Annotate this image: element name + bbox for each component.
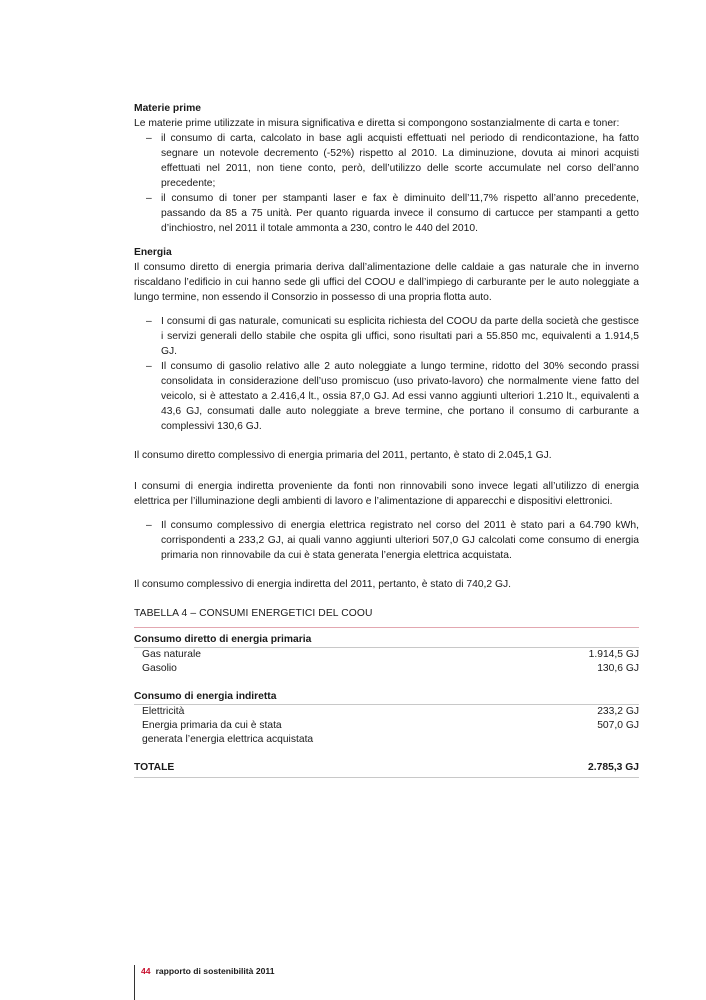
group-label: Consumo di energia indiretta bbox=[134, 690, 527, 705]
list-item: – Il consumo complessivo di energia elettrica registrato nel corso del 2011 è stato pari a 64.790 kWh, corrispondenti a 233,2 GJ, ai quali vanno aggiunti ulteriori 507,0 GJ calcolati come consumo di energia primaria non rinnovabile da cui è stata generata l’energia elettrica acquistata. bbox=[134, 518, 639, 563]
table-row bbox=[134, 705, 639, 720]
list-item: – il consumo di carta, calcolato in base agli acquisti effettuati nel periodo di rendicontazione, ha fatto segnare un notevole decremento (-52%) rispetto al 2010. La diminuzione, dovuta ai minori acquisti effettuati nel 2011, non tiene conto, però, dell’utilizzo delle scorte accumulate nel corso dell’anno precedente; bbox=[134, 131, 639, 191]
paragraph-materie-intro: Le materie prime utilizzate in misura significativa e diretta si compongono sostanzialmente di carta e toner: bbox=[134, 118, 620, 129]
table-row bbox=[134, 719, 639, 733]
footer-title: rapporto di sostenibilità 2011 bbox=[155, 966, 275, 976]
list-item: – I consumi di gas naturale, comunicati su esplicita richiesta del COOU da parte della società che gestisce i servizi generali dello stabile che ospita gli uffici, sono risultati pari a 55.850 mc, equivalenti a 1.914,5 GJ. bbox=[134, 314, 639, 359]
row-label: Gasolio bbox=[142, 663, 177, 674]
indirect-energy-list bbox=[134, 518, 639, 563]
paragraph-energia-intro: Il consumo diretto di energia primaria deriva dall’alimentazione delle caldaie a gas naturale che in inverno riscaldano l’edificio in cui hanno sede gli uffici del COOU e dall’impiego di carburante per le auto noleggiate a lungo termine, non essendo il Consorzio in possesso di una propria flotta auto. bbox=[134, 262, 639, 303]
table-row bbox=[134, 733, 639, 747]
row-value bbox=[527, 733, 639, 747]
page-content bbox=[134, 101, 639, 778]
direct-energy-list bbox=[134, 314, 639, 434]
table-total-row bbox=[134, 761, 639, 778]
row-value: 233,2 GJ bbox=[597, 706, 639, 717]
group-label: Consumo diretto di energia primaria bbox=[134, 633, 527, 648]
list-item: – Il consumo di gasolio relativo alle 2 auto noleggiate a lungo termine, ridotto del 30% secondo prassi consolidata in considerazione dell’uso promiscuo (uso privato-lavoro) che normalmente viene fatto del veicolo, si è attestato a 2.416,4 lt., ossia 87,0 GJ. Ad essi vanno aggiunti ulteriori 1.210 lt., equivalenti a 43,6 GJ, consumati dalle auto noleggiate a breve termine, che portano il consumo di carburante a complessivi 130,6 GJ. bbox=[134, 359, 639, 434]
paragraph-direct-total: Il consumo diretto complessivo di energia primaria del 2011, pertanto, è stato di 2.045,1 GJ. bbox=[134, 450, 552, 461]
page-footer bbox=[141, 966, 274, 976]
table-row bbox=[134, 648, 639, 663]
total-label: TOTALE bbox=[134, 761, 527, 778]
total-value: 2.785,3 GJ bbox=[527, 761, 639, 778]
energy-table bbox=[134, 633, 639, 778]
list-item: – il consumo di toner per stampanti laser e fax è diminuito dell’11,7% rispetto all’anno precedente, passando da 85 a 75 unità. Per quanto riguarda invece il consumo di cartucce per stampanti a getto d’inchiostro, nel 2011 il totale ammonta a 230, contro le 440 del 2010. bbox=[134, 191, 639, 236]
table-title-rule bbox=[134, 627, 639, 628]
table-title: TABELLA 4 – CONSUMI ENERGETICI DEL COOU bbox=[134, 608, 373, 619]
section-heading-energia: Energia bbox=[134, 247, 172, 258]
row-label: generata l’energia elettrica acquistata bbox=[142, 734, 314, 745]
footer-bar bbox=[134, 965, 135, 1000]
page-number: 44 bbox=[141, 966, 151, 976]
table-row bbox=[134, 662, 639, 676]
row-value: 1.914,5 GJ bbox=[588, 649, 639, 660]
row-label: Elettricità bbox=[142, 706, 185, 717]
row-value: 507,0 GJ bbox=[597, 720, 639, 731]
table-group-row bbox=[134, 690, 639, 705]
row-value: 130,6 GJ bbox=[597, 663, 639, 674]
paragraph-indirect-total: Il consumo complessivo di energia indiretta del 2011, pertanto, è stato di 740,2 GJ. bbox=[134, 579, 512, 590]
table-group-row bbox=[134, 633, 639, 648]
row-label: Energia primaria da cui è stata bbox=[142, 720, 282, 731]
materie-list bbox=[134, 131, 639, 236]
section-heading-materie: Materie prime bbox=[134, 103, 201, 114]
row-label: Gas naturale bbox=[142, 649, 201, 660]
paragraph-indirect-intro: I consumi di energia indiretta proveniente da fonti non rinnovabili sono invece legati all’utilizzo di energia elettrica per l’illuminazione degli ambienti di lavoro e l’alimentazione di apparecchi e dispositivi elettronici. bbox=[134, 481, 639, 507]
